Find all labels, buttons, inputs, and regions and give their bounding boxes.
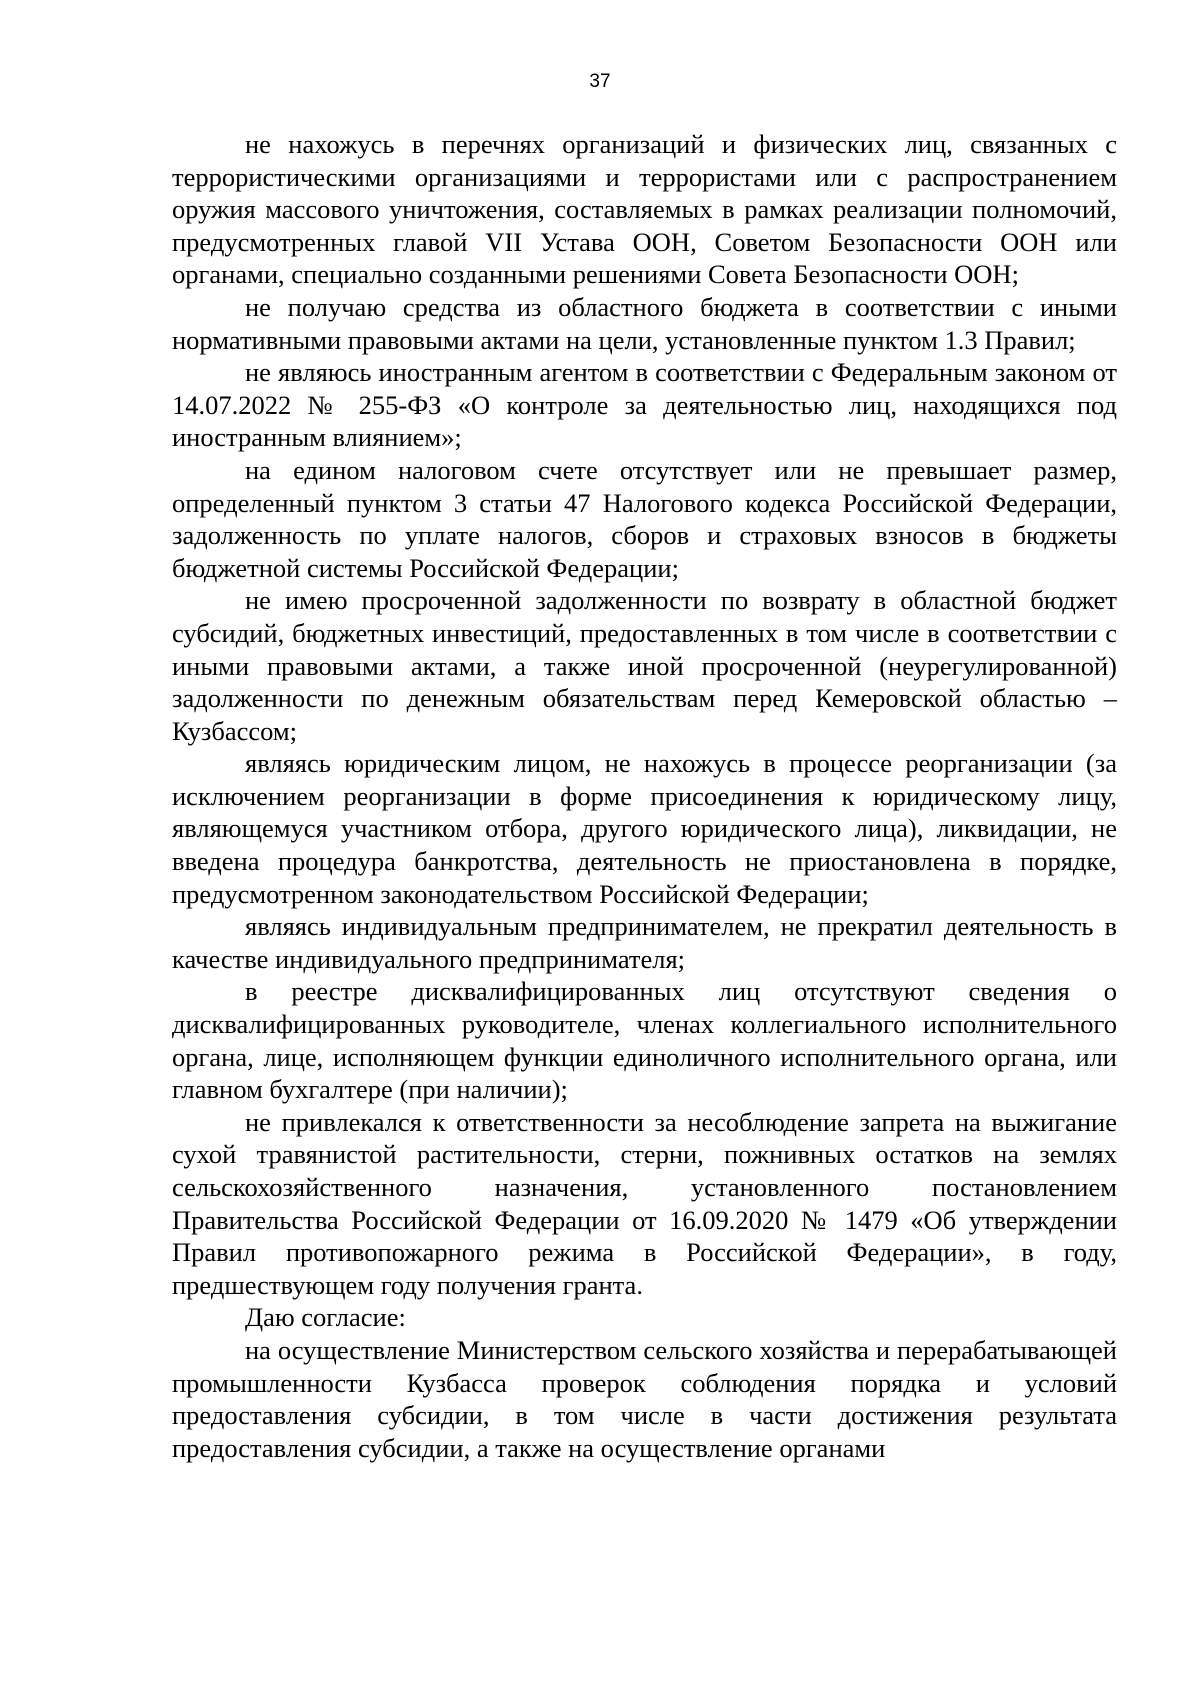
document-body	[172, 128, 1117, 1464]
paragraph-entrepreneur-status: являясь индивидуальным предпринимателем, не прекратил деятельность в качестве индивидуального предпринимателя;	[172, 911, 1117, 974]
paragraph-terrorist-lists: не нахожусь в перечнях организаций и физических лиц, связанных с террористическими организациями и террористами или с распространением оружия массового уничтожения, составляемых в рамках реализации полномочий, предусмотренных главой VII Устава ООН, Советом Безопасности ООН или органами, специально созданными решениями Совета Безопасности ООН;	[172, 129, 1117, 290]
paragraph-legal-entity-status: являясь юридическим лицом, не нахожусь в процессе реорганизации (за исключением реорганизации в форме присоединения к юридическому лицу, являющемуся участником отбора, другого юридического лица), ликвидации, не введена процедура банкротства, деятельность не приостановлена в порядке, предусмотренном законодательством Российской Федерации;	[172, 748, 1117, 909]
paragraph-disqualified-persons: в реестре дисквалифицированных лиц отсутствуют сведения о дисквалифицированных руководителе, членах коллегиального исполнительного органа, лице, исполняющем функции единоличного исполнительного органа, или главном бухгалтере (при наличии);	[172, 976, 1117, 1105]
paragraph-no-overdue-debt: не имею просроченной задолженности по возврату в областной бюджет субсидий, бюджетных инвестиций, предоставленных в том числе в соответствии с иными правовыми актами, а также иной просроченной (неурегулированной) задолженности по денежным обязательствам перед Кемеровской областью – Кузбассом;	[172, 585, 1117, 746]
paragraph-not-foreign-agent: не являюсь иностранным агентом в соответствии с Федеральным законом от 14.07.2022 № 255-ФЗ «О контроле за деятельностью лиц, находящихся под иностранным влиянием»;	[172, 357, 1117, 453]
paragraph-consent-heading: Даю согласие:	[245, 1302, 406, 1333]
paragraph-no-regional-budget-funds: не получаю средства из областного бюджета в соответствии с иными нормативными правовыми актами на цели, установленные пунктом 1.3 Правил;	[172, 291, 1117, 355]
paragraph-consent-inspections: на осуществление Министерством сельского хозяйства и перерабатывающей промышленности Кузбасса проверок соблюдения порядка и условий предоставления субсидии, в том числе в части достижения результата предоставления субсидии, а также на осуществление органами	[172, 1334, 1117, 1463]
page-number: 37	[589, 71, 611, 92]
paragraph-tax-account-debt: на едином налоговом счете отсутствует или не превышает размер, определенный пунктом 3 статьи 47 Налогового кодекса Российской Федерации, задолженность по уплате налогов, сборов и страховых взносов в бюджеты бюджетной системы Российской Федерации;	[172, 454, 1117, 583]
paragraph-fire-regulations: не привлекался к ответственности за несоблюдение запрета на выжигание сухой травянистой растительности, стерни, пожнивных остатков на землях сельскохозяйственного назначения, установленного постановлением Правительства Российской Федерации от 16.09.2020 № 1479 «Об утверждении Правил противопожарного режима в Российской Федерации», в году, предшествующем году получения гранта.	[172, 1106, 1117, 1300]
